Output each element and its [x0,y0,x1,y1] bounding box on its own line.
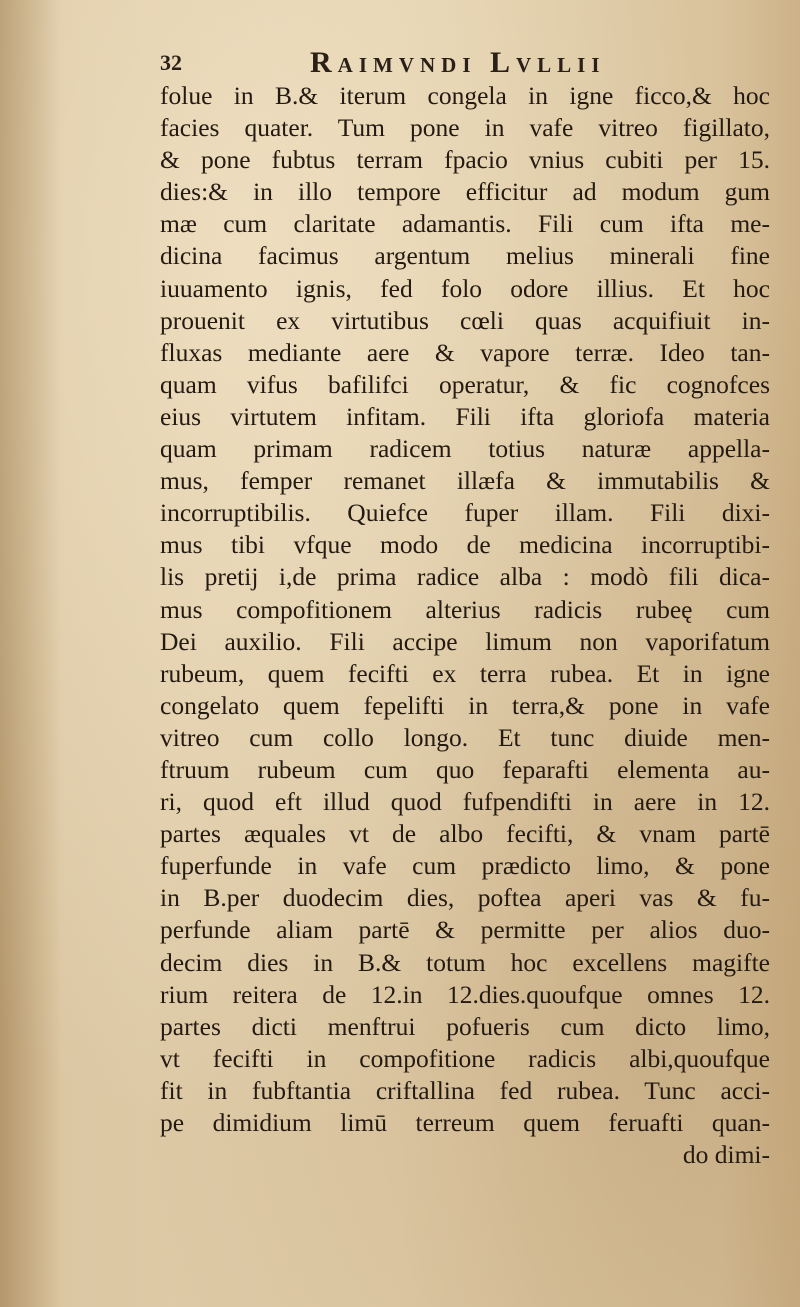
text-line: rium reitera de 12.in 12.dies.quoufque omnes 12. [160,979,770,1009]
text-line: mus compofitionem alterius radicis rubeę cum [160,594,770,624]
text-line: fit in fubftantia criftallina fed rubea. Tunc acci- [160,1075,770,1105]
text-line: in B.per duodecim dies, poftea aperi vas & fu- [160,883,770,913]
body-text [160,80,770,1171]
text-line: mus, femper remanet illæfa & immutabilis & [160,466,770,496]
text-line: fuperfunde in vafe cum prædicto limo, & pone [160,851,770,881]
text-line: iuuamento ignis, fed folo odore illius. Et hoc [160,273,770,303]
text-line: quam primam radicem totius naturæ appella- [160,434,770,464]
catchword-line: do dimi- [682,1140,770,1170]
text-line: partes dicti menftrui pofueris cum dicto limo, [160,1011,770,1041]
page-number: 32 [160,50,182,75]
text-line: & pone fubtus terram fpacio vnius cubiti per 15. [160,145,770,175]
text-line: vitreo cum collo longo. Et tunc diuide men- [160,722,770,752]
text-line: partes æquales vt de albo fecifti, & vnam partē [160,819,770,849]
text-line: dicina facimus argentum melius minerali fine [160,241,770,271]
running-head: Raimvndi Lvllii [310,46,606,79]
text-line: Dei auxilio. Fili accipe limum non vaporifatum [160,626,770,656]
text-line: lis pretij i,de prima radice alba : modò fili dica- [160,562,770,592]
gutter-shadow [0,0,60,1307]
text-line: ri, quod eft illud quod fufpendifti in aere in 12. [160,787,770,817]
text-line: vt fecifti in compofitione radicis albi,quoufque [160,1043,770,1073]
text-line: facies quater. Tum pone in vafe vitreo figillato, [160,113,770,143]
text-line: rubeum, quem fecifti ex terra rubea. Et in igne [160,658,770,688]
text-line: fluxas mediante aere & vapore terræ. Ideo tan- [160,337,770,367]
text-line: congelato quem fepelifti in terra,& pone in vafe [160,690,770,720]
text-line: mus tibi vfque modo de medicina incorruptibi- [160,530,770,560]
text-line: pe dimidium limū terreum quem feruafti quan- [160,1108,770,1137]
text-line: folue in B.& iterum congela in igne ficco,& hoc [160,81,770,110]
text-line: dies:& in illo tempore efficitur ad modum gum [160,177,770,207]
text-line: prouenit ex virtutibus cœli quas acquifiuit in- [160,305,770,335]
text-line: ftruum rubeum cum quo feparafti elementa au- [160,754,770,784]
text-line: eius virtutem infitam. Fili ifta gloriofa materia [160,401,770,431]
text-line: incorruptibilis. Quiefce fuper illam. Fili dixi- [160,498,770,528]
text-line: perfunde aliam partē & permitte per alios duo- [160,915,770,945]
text-line: decim dies in B.& totum hoc excellens magifte [160,947,770,977]
text-line: mæ cum claritate adamantis. Fili cum ifta me- [160,209,770,239]
text-line: quam vifus bafilifci operatur, & fic cognofces [160,369,770,399]
